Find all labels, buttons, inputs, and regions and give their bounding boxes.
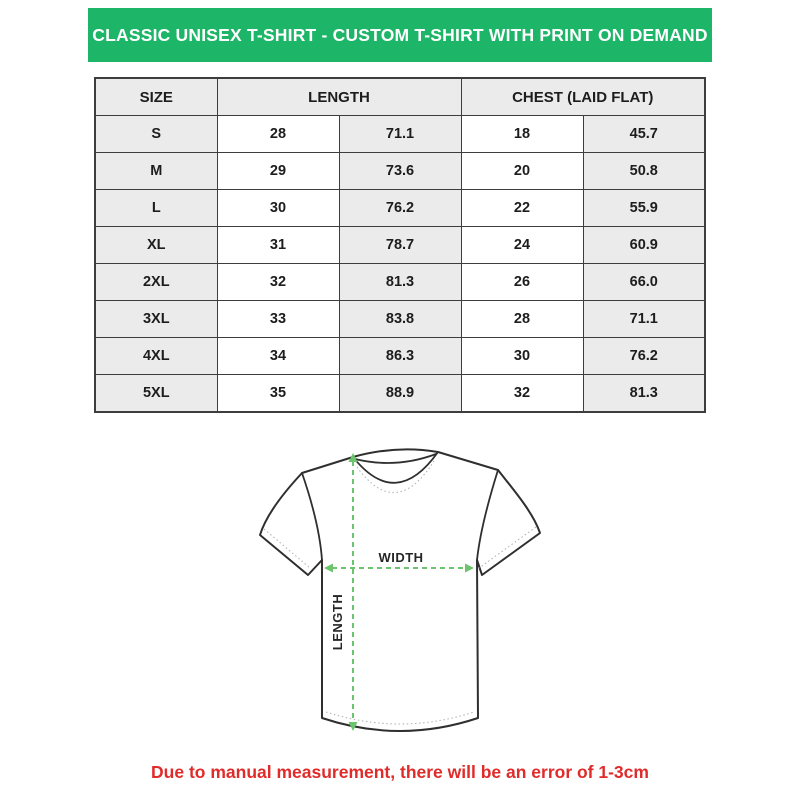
chest-in: 28 [461, 301, 583, 338]
length-cm: 86.3 [339, 338, 461, 375]
length-in: 30 [217, 190, 339, 227]
length-cm: 73.6 [339, 153, 461, 190]
length-cm: 83.8 [339, 301, 461, 338]
size-label: XL [95, 227, 217, 264]
table-row [95, 375, 705, 413]
measurement-note: Due to manual measurement, there will be an error of 1-3cm [151, 762, 649, 782]
table-header [95, 78, 705, 116]
chest-in: 26 [461, 264, 583, 301]
column-header-length: LENGTH [217, 78, 461, 116]
size-chart-table [94, 77, 706, 413]
tshirt-measurement-diagram [250, 440, 550, 755]
length-in: 31 [217, 227, 339, 264]
chest-cm: 66.0 [583, 264, 705, 301]
length-label: LENGTH [330, 593, 345, 651]
table-row [95, 116, 705, 153]
table-body [95, 116, 705, 413]
length-cm: 76.2 [339, 190, 461, 227]
chest-cm: 45.7 [583, 116, 705, 153]
table-row [95, 190, 705, 227]
size-label: 4XL [95, 338, 217, 375]
chest-cm: 81.3 [583, 375, 705, 413]
size-label: S [95, 116, 217, 153]
column-header-size: SIZE [95, 78, 217, 116]
banner-title: CLASSIC UNISEX T-SHIRT - CUSTOM T-SHIRT WITH PRINT ON DEMAND [92, 24, 708, 45]
length-in: 33 [217, 301, 339, 338]
chest-cm: 76.2 [583, 338, 705, 375]
column-header-chest: CHEST (LAID FLAT) [461, 78, 705, 116]
table-row [95, 338, 705, 375]
chest-in: 24 [461, 227, 583, 264]
chest-cm: 50.8 [583, 153, 705, 190]
header-banner [88, 8, 712, 62]
length-cm: 71.1 [339, 116, 461, 153]
chest-cm: 55.9 [583, 190, 705, 227]
chest-in: 22 [461, 190, 583, 227]
length-in: 32 [217, 264, 339, 301]
size-label: L [95, 190, 217, 227]
chest-in: 18 [461, 116, 583, 153]
header-row [95, 78, 705, 116]
width-label: WIDTH [378, 550, 424, 565]
length-in: 29 [217, 153, 339, 190]
length-in: 35 [217, 375, 339, 413]
size-label: 3XL [95, 301, 217, 338]
tshirt-outline [260, 449, 540, 731]
length-cm: 78.7 [339, 227, 461, 264]
chest-in: 32 [461, 375, 583, 413]
chest-in: 30 [461, 338, 583, 375]
size-label: 2XL [95, 264, 217, 301]
table-row [95, 153, 705, 190]
length-in: 34 [217, 338, 339, 375]
table-row [95, 227, 705, 264]
length-in: 28 [217, 116, 339, 153]
table-row [95, 301, 705, 338]
chest-cm: 71.1 [583, 301, 705, 338]
table-row [95, 264, 705, 301]
chest-cm: 60.9 [583, 227, 705, 264]
length-cm: 88.9 [339, 375, 461, 413]
chest-in: 20 [461, 153, 583, 190]
length-cm: 81.3 [339, 264, 461, 301]
size-label: M [95, 153, 217, 190]
size-label: 5XL [95, 375, 217, 413]
